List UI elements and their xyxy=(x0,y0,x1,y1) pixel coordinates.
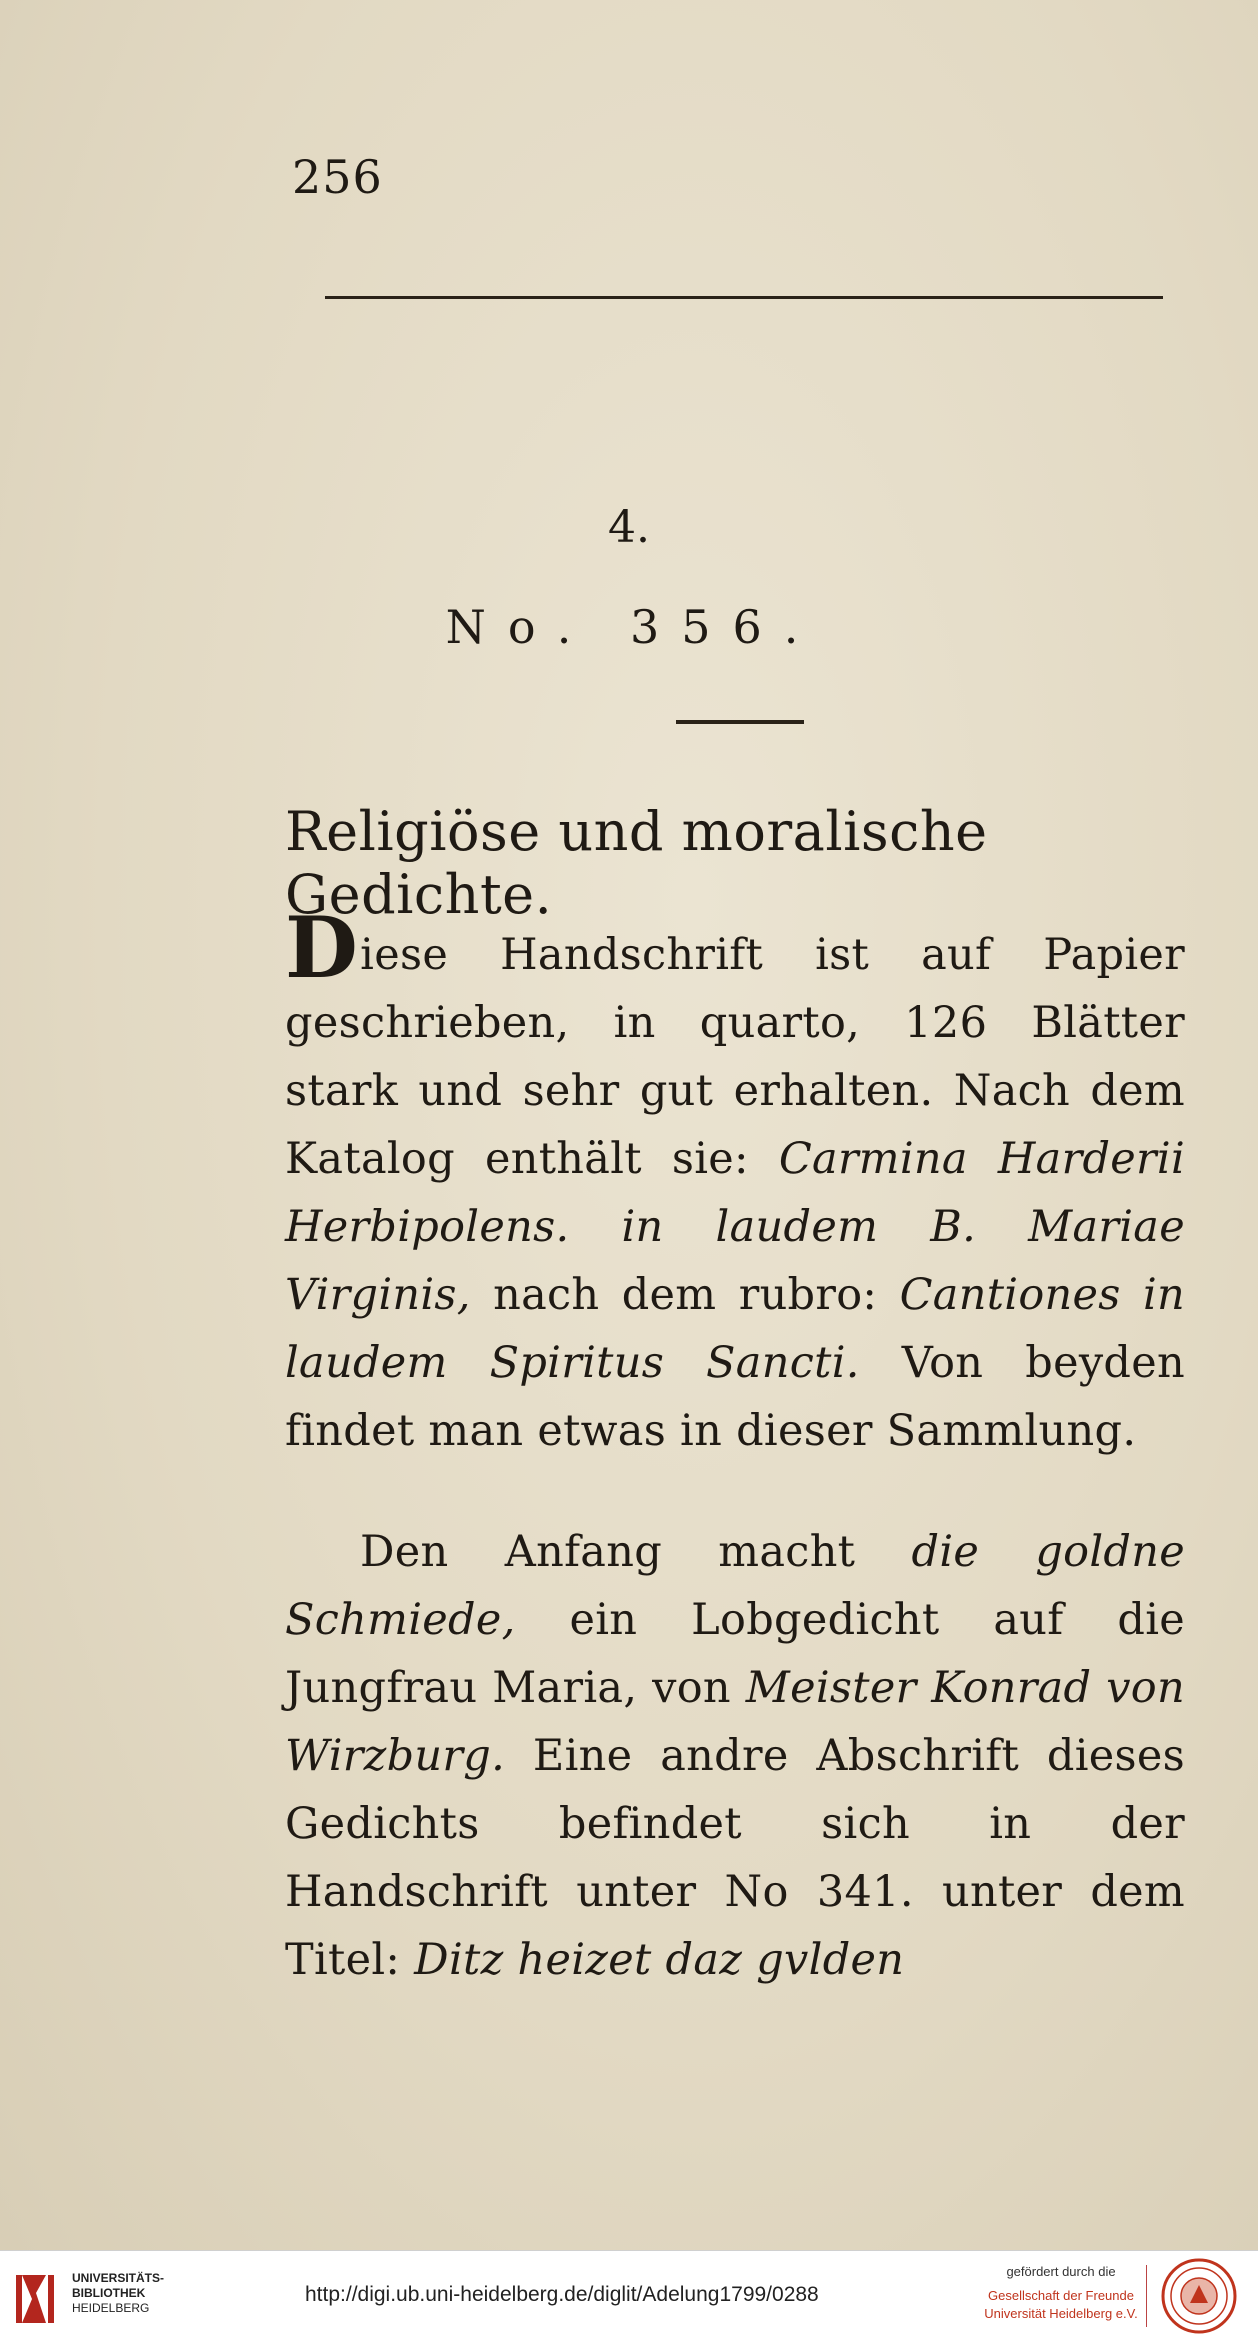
sponsor-org-line2: Universität Heidelberg e.V. xyxy=(984,2306,1138,2321)
sponsor-pre: gefördert durch die xyxy=(1006,2264,1116,2279)
sponsor-credit xyxy=(976,2263,1146,2323)
p2-title-gvlden: Ditz heizet daz gvlden xyxy=(414,1935,905,1985)
university-library-logo-icon xyxy=(12,2269,64,2329)
p1-text-c: Von beyden findet man etwas in dieser Sammlung. xyxy=(285,1338,1185,1456)
p1-text-b: nach dem rubro: xyxy=(470,1270,900,1320)
library-name-line2: BIBLIOTHEK xyxy=(72,2286,146,2300)
p1-text-a: iese Handschrift ist auf Papier geschrieben, in quarto, 126 Blätter stark und sehr gut erhalten. Nach dem Katalog enthält sie: xyxy=(285,930,1185,1184)
sponsor-org-line1: Gesellschaft der Freunde xyxy=(988,2288,1134,2303)
p2-author: Meister Konrad von Wirzburg. xyxy=(285,1663,1185,1781)
library-name-line1: UNIVERSITÄTS- xyxy=(72,2271,165,2285)
p2-title-goldne-schmiede: die goldne Schmiede, xyxy=(285,1527,1185,1645)
library-name-line3: HEIDELBERG xyxy=(72,2301,150,2315)
page-heading: Religiöse und moralische Gedichte. xyxy=(285,800,988,926)
footer-bar xyxy=(0,2250,1258,2340)
p1-latin-title-1: Carmina Harderii Herbipolens. in laudem B. Mariae Virginis, xyxy=(285,1134,1185,1320)
paragraph-1 xyxy=(285,898,1185,1465)
page-number: 256 xyxy=(292,150,383,204)
paragraph-2 xyxy=(285,1518,1185,1994)
drop-cap: D xyxy=(285,898,359,997)
library-name xyxy=(72,2271,164,2316)
p2-text-a: Den Anfang macht xyxy=(360,1527,912,1577)
p1-latin-title-2: Cantiones in laudem Spiritus Sancti. xyxy=(285,1270,1185,1388)
p2-text-c: Eine andre Abschrift dieses Gedichts befindet sich in der Handschrift unter No 341. unter dem Titel: xyxy=(285,1731,1185,1985)
university-seal-icon xyxy=(1160,2257,1238,2335)
footer-divider xyxy=(1146,2265,1147,2327)
section-divider xyxy=(676,720,804,724)
section-number: 4. xyxy=(608,502,650,553)
manuscript-number: No. 356. xyxy=(445,600,821,654)
header-rule xyxy=(325,296,1163,299)
p2-text-b: ein Lobgedicht auf die Jungfrau Maria, von xyxy=(285,1595,1185,1713)
permalink-url[interactable]: http://digi.ub.uni-heidelberg.de/diglit/Adelung1799/0288 xyxy=(305,2283,819,2306)
